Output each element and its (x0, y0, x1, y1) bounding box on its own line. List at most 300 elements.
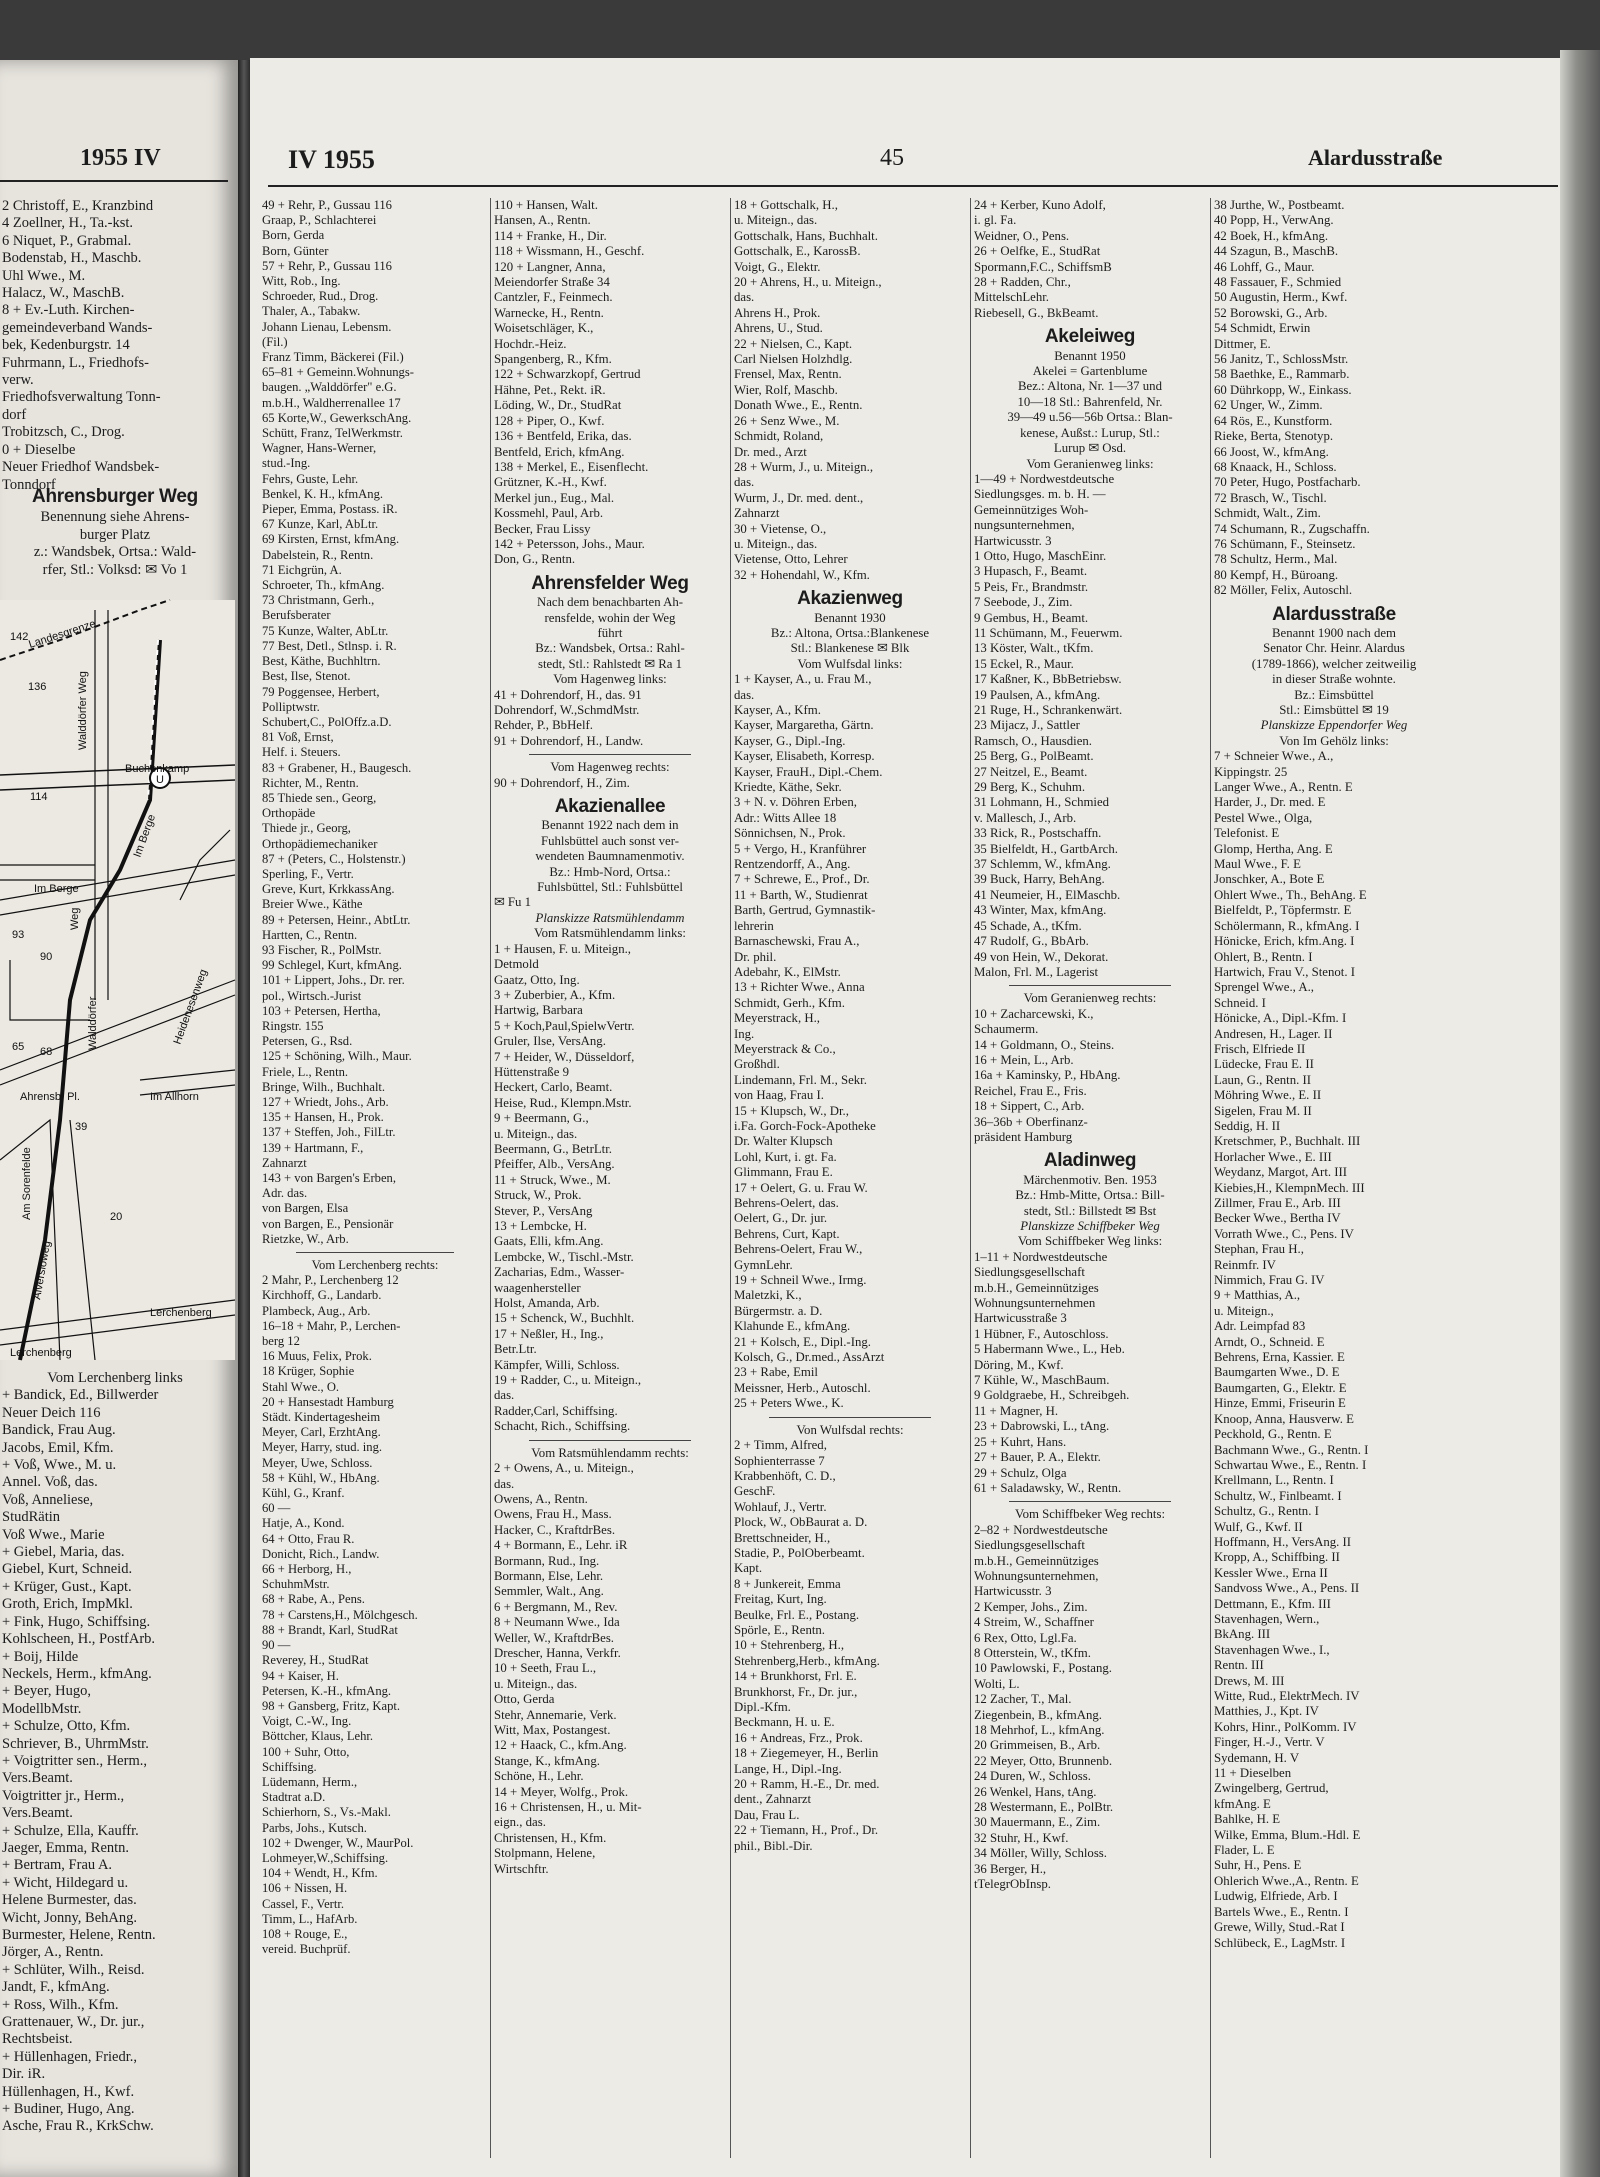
directory-entry: Harder, J., Dr. med. E (1214, 795, 1326, 810)
directory-entry: Kiebies,H., KlempnMech. III (1214, 1180, 1365, 1195)
directory-entry: Burmester, Helene, Rentn. (2, 1927, 156, 1943)
directory-entry: präsident Hamburg (974, 1129, 1073, 1144)
directory-entry: Donicht, Rich., Landw. (262, 1546, 380, 1561)
directory-entry: Reverey, H., StudRat (262, 1653, 369, 1668)
left-header-rule (0, 180, 228, 182)
directory-entry: 31 Lohmann, H., Schmied (974, 795, 1110, 810)
directory-entry: 76 Schümann, F., Steinsetz. (1214, 536, 1356, 551)
directory-entry: Pfeiffer, Alb., VersAng. (494, 1157, 615, 1172)
directory-entry: 52 Borowski, G., Arb. (1214, 305, 1328, 320)
directory-entry: Hochdr.-Heiz. (494, 336, 567, 351)
directory-entry: 17 + Oelert, G. u. Frau W. (734, 1180, 868, 1195)
directory-entry: 1 + Hausen, F. u. Miteign., (494, 941, 631, 956)
directory-entry: Dr. med., Arzt (734, 444, 807, 459)
directory-entry: Stl.: Eimsbüttel ✉ 19 (1279, 703, 1389, 717)
directory-entry: 12 + Haack, C., kfm.Ang. (494, 1738, 627, 1753)
directory-entry: Gottschalk, E., KarossB. (734, 244, 861, 259)
directory-entry: 1–11 + Nordwestdeutsche (974, 1249, 1108, 1264)
directory-entry: Frisch, Elfriede II (1214, 1041, 1306, 1056)
directory-entry: Wohnungsunternehmen, (974, 1568, 1099, 1583)
directory-entry: Stavenhagen, Wern., (1214, 1611, 1320, 1626)
directory-entry: Owens, Frau H., Mass. (494, 1507, 612, 1522)
directory-entry: MittelschLehr. (974, 290, 1049, 305)
directory-entry: Sophienterrasse 7 (734, 1453, 825, 1468)
directory-entry: Kirchhoff, G., Landarb. (262, 1288, 382, 1303)
directory-entry: 16 + Christensen, H., u. Mit- (494, 1800, 642, 1815)
directory-entry: Grützner, K.-H., Kwf. (494, 475, 607, 490)
directory-entry: Hacker, C., KraftdrBes. (494, 1522, 616, 1537)
directory-entry: Orthopädiemechaniker (262, 836, 378, 851)
directory-entry: 21 + Kolsch, E., Dipl.-Ing. (734, 1334, 871, 1349)
directory-entry: das. (494, 1388, 515, 1403)
directory-entry: Bartels Wwe., E., Rentn. I (1214, 1904, 1349, 1919)
directory-entry: 41 Neumeier, H., ElMaschb. (974, 887, 1121, 902)
directory-entry: Best, Ilse, Stenot. (262, 669, 351, 684)
directory-entry: Greve, Kurt, KrkkassAng. (262, 882, 395, 897)
directory-entry: Detmold (494, 957, 539, 972)
directory-entry: Dittmer, E. (1214, 336, 1271, 351)
directory-entry: Drescher, Hanna, Verkfr. (494, 1645, 621, 1660)
directory-entry: Horlacher Wwe., E. III (1214, 1149, 1332, 1164)
directory-entry: Bachmann Wwe., G., Rentn. I (1214, 1442, 1369, 1457)
map-label: Buchenkamp (125, 763, 190, 775)
directory-column-4 (974, 198, 1206, 2163)
directory-entry: bek, Kedenburgstr. 14 (2, 337, 130, 354)
directory-entry: u. Miteign., das. (494, 1676, 578, 1691)
directory-entry: das. (734, 687, 755, 702)
directory-entry: Bahlke, H. E (1214, 1812, 1281, 1827)
directory-entry: 135 + Hansen, H., Prok. (262, 1110, 384, 1125)
directory-entry: Großhdl. (734, 1057, 780, 1072)
directory-entry: 42 Boek, H., kfmAng. (1214, 228, 1329, 243)
directory-entry: 16 + Mein, L., Arb. (974, 1052, 1074, 1067)
directory-entry: Wicht, Jonny, BehAng. (2, 1909, 138, 1926)
directory-entry: 69 Kirsten, Ernst, kfmAng. (262, 532, 400, 547)
directory-entry: Holst, Amanda, Arb. (494, 1296, 600, 1311)
directory-entry: Bz.: Hmb-Mitte, Ortsa.: Bill- (1015, 1188, 1165, 1203)
directory-entry: 8 Otterstein, W., tKfm. (974, 1645, 1091, 1660)
directory-entry: Stadie, P., PolOberbeamt. (734, 1545, 865, 1560)
directory-entry: 8 + Ev.-Luth. Kirchen- (2, 302, 135, 319)
directory-entry: 19 + Radder, C., u. Miteign., (494, 1373, 642, 1388)
directory-entry: Pieper, Emma, Postass. iR. (262, 502, 398, 517)
directory-entry: 9 Goldgraebe, H., Schreibgeh. (974, 1388, 1130, 1403)
directory-entry: Johann Lienau, Lebensm. (262, 319, 392, 334)
directory-entry: 58 Baethke, E., Rammarb. (1214, 367, 1350, 382)
map-label: Lerchenberg (10, 1347, 72, 1359)
directory-entry: 8 + Neumann Wwe., Ida (494, 1615, 620, 1630)
directory-entry: 101 + Lippert, Johs., Dr. rer. (262, 973, 405, 988)
directory-entry: Bormann, Else, Lehr. (494, 1568, 604, 1583)
directory-entry: Thaler, A., Tabakw. (262, 304, 361, 319)
column-rule (490, 198, 491, 2158)
directory-entry: Städt. Kindertagesheim (262, 1410, 381, 1425)
directory-entry: i. gl. Fa. (974, 213, 1017, 228)
directory-entry: Behrens-Oelert, Frau W., (734, 1242, 863, 1257)
directory-entry: 100 + Suhr, Otto, (262, 1744, 350, 1759)
directory-entry: Annel. Voß, das. (2, 1474, 98, 1491)
directory-entry: 22 Meyer, Otto, Brunnenb. (974, 1753, 1113, 1768)
directory-entry: 16–18 + Mahr, P., Lerchen- (262, 1318, 401, 1333)
directory-entry: 85 Thiede sen., Georg, (262, 790, 377, 805)
directory-entry: 40 Popp, H., VerwAng. (1214, 213, 1334, 228)
directory-entry: Baumgarten Wwe., D. E (1214, 1365, 1340, 1380)
directory-entry: Trobitzsch, C., Drog. (2, 424, 125, 441)
directory-entry: Bormann, Rud., Ing. (494, 1553, 600, 1568)
directory-entry: StudRätin (2, 1509, 61, 1526)
map-label: Im Berge (131, 812, 159, 860)
directory-entry: 110 + Hansen, Walt. (494, 198, 598, 212)
directory-entry: lehrerin (734, 918, 774, 933)
directory-entry: Matthies, J., Kpt. IV (1214, 1704, 1319, 1719)
directory-entry: Hüllenhagen, H., Kwf. (2, 2083, 135, 2100)
directory-entry: 5 + Koch,Paul,SpielwVertr. (494, 1018, 635, 1033)
section-divider (769, 1417, 931, 1418)
directory-entry: GymnLehr. (734, 1257, 793, 1272)
directory-entry: Lüdemann, Herm., (262, 1774, 358, 1789)
directory-entry: 15 + Klupsch, W., Dr., (734, 1103, 849, 1118)
directory-entry: Vietense, Otto, Lehrer (734, 552, 848, 567)
directory-entry: Schaumerm. (974, 1022, 1039, 1037)
directory-entry: Ohlerich Wwe.,A., Rentn. E (1214, 1873, 1359, 1888)
directory-entry: Sperling, F., Vertr. (262, 866, 354, 881)
directory-entry: Hartten, C., Rentn. (262, 927, 358, 942)
directory-entry: Behrens, Erna, Kassier. E (1214, 1350, 1345, 1365)
directory-entry: Möhring Wwe., E. II (1214, 1088, 1322, 1103)
directory-entry: Sigelen, Frau M. II (1214, 1103, 1312, 1118)
map-label: 65 (12, 1041, 25, 1053)
directory-entry: Lembcke, W., Tischl.-Mstr. (494, 1249, 634, 1264)
directory-column-1 (262, 198, 488, 2163)
directory-entry: Vom Geranienweg rechts: (1023, 991, 1157, 1006)
directory-entry: gemeindeverband Wands- (2, 319, 153, 336)
directory-entry: Jörger, A., Rentn. (2, 1944, 104, 1961)
directory-entry: Rehder, P., BbHelf. (494, 718, 594, 733)
directory-entry: Born, Günter (262, 243, 329, 258)
left-column-bottom (2, 1370, 228, 2170)
directory-entry: eign., das. (494, 1815, 546, 1830)
directory-entry: Schriever, B., UhrmMstr. (2, 1735, 149, 1752)
directory-entry: Friedhofsverwaltung Tonn- (2, 389, 161, 406)
directory-entry: Stehr, Annemarie, Verk. (494, 1707, 617, 1722)
directory-entry: 11 + Dieselben (1214, 1766, 1292, 1781)
directory-entry: Schmidt, Roland, (734, 429, 824, 444)
directory-entry: u. Miteign., (1214, 1303, 1274, 1318)
directory-entry: Carl Nielsen Holzhdlg. (734, 352, 853, 367)
directory-column-2 (494, 198, 726, 2163)
directory-entry: 81 Voß, Ernst, (262, 730, 334, 745)
directory-entry: Rieke, Berta, Stenotyp. (1214, 429, 1334, 444)
directory-entry: Stahl Wwe., O. (262, 1379, 340, 1394)
directory-entry: Rechtsbeist. (2, 2031, 73, 2048)
directory-entry: 2–82 + Nordwestdeutsche (974, 1522, 1108, 1537)
directory-entry: 44 Szagun, B., MaschB. (1214, 244, 1339, 259)
directory-entry: 10 + Stehrenberg, H., (734, 1638, 845, 1653)
directory-entry: 94 + Kaiser, H. (262, 1668, 339, 1683)
directory-entry: Berufsberater (262, 608, 331, 623)
directory-entry: m.b.H., Gemeinnütziges (974, 1280, 1099, 1295)
directory-entry: Fuhlsbüttel, Stl.: Fuhlsbüttel (537, 880, 683, 895)
directory-entry: SchuhmMstr. (262, 1577, 330, 1592)
directory-entry: 11 Schümann, M., Feuerwm. (974, 625, 1123, 640)
directory-entry: 114 + Franke, H., Dir. (494, 228, 607, 243)
directory-entry: Schölermann, R., kfmAng. I (1214, 918, 1360, 933)
directory-entry: Laun, G., Rentn. II (1214, 1072, 1312, 1087)
directory-entry: 30 + Vietense, O., (734, 521, 827, 536)
directory-entry: Schmidt, Gerh., Kfm. (734, 995, 845, 1010)
directory-entry: Pestel Wwe., Olga, (1214, 810, 1313, 825)
directory-entry: 137 + Steffen, Joh., FilLtr. (262, 1125, 396, 1140)
directory-entry: 7 + Schrewe, E., Prof., Dr. (734, 872, 870, 887)
directory-entry: Gemeinnütziges Woh- (974, 502, 1089, 517)
directory-entry: Adr. das. (262, 1186, 308, 1201)
directory-entry: Lüdecke, Frau E. II (1214, 1057, 1314, 1072)
street-heading: Ahrensburger Weg (32, 486, 198, 507)
directory-entry: 23 Mijacz, J., Sattler (974, 718, 1080, 733)
directory-entry: Hartwig, Barbara (494, 1003, 583, 1018)
directory-entry: + Ross, Wilh., Kfm. (2, 1996, 119, 2013)
directory-entry: Meyer, Uwe, Schloss. (262, 1455, 373, 1470)
directory-entry: Wurm, J., Dr. med. dent., (734, 490, 864, 505)
directory-entry: 90 — (262, 1638, 291, 1653)
directory-entry: Zacharias, Edm., Wasser- (494, 1265, 625, 1280)
directory-entry: 36 Berger, H., (974, 1861, 1047, 1876)
directory-entry: Kayser, Elisabeth, Korresp. (734, 749, 875, 764)
directory-entry: 2 + Owens, A., u. Miteign., (494, 1461, 634, 1476)
directory-entry: Jacobs, Emil, Kfm. (2, 1439, 114, 1456)
directory-entry: u. Miteign., das. (734, 536, 818, 551)
map-label: 136 (28, 681, 47, 693)
directory-entry: kfmAng. E (1214, 1796, 1271, 1811)
directory-entry: 2 Mahr, P., Lerchenberg 12 (262, 1273, 399, 1288)
directory-entry: 13 Köster, Walt., tKfm. (974, 641, 1094, 656)
directory-entry: Benkel, K. H., kfmAng. (262, 486, 384, 501)
directory-entry: Nach dem benachbarten Ah- (536, 595, 684, 610)
directory-entry: Schneid. I (1214, 995, 1266, 1010)
directory-entry: dorf (2, 406, 27, 423)
directory-entry: Kolsch, G., Dr.med., AssArzt (734, 1350, 885, 1365)
directory-entry: Ohlert Wwe., Th., BehAng. E (1214, 887, 1367, 902)
directory-entry: Vom Ratsmühlendamm rechts: (531, 1445, 689, 1460)
directory-entry: Planskizze Eppendorfer Weg (1260, 718, 1408, 733)
directory-entry: 50 Augustin, Herm., Kwf. (1214, 290, 1348, 305)
directory-entry: 36–36b + Oberfinanz- (974, 1114, 1088, 1129)
directory-entry: Adr.: Witts Allee 18 (734, 810, 837, 825)
directory-entry: 91 + Dohrendorf, H., Landw. (494, 733, 644, 748)
directory-entry: Lurup ✉ Osd. (1053, 441, 1127, 456)
directory-entry: 25 Berg, G., PolBeamt. (974, 749, 1094, 764)
directory-entry: Vom Lerchenberg rechts: (311, 1258, 439, 1273)
directory-entry: Lohl, Kurt, i. gt. Fa. (734, 1149, 837, 1164)
directory-entry: 120 + Langner, Anna, (494, 259, 606, 274)
directory-entry: Barnaschewski, Frau A., (734, 934, 860, 949)
directory-entry: Voß Wwe., Marie (2, 1526, 105, 1543)
directory-entry: 118 + Wissmann, H., Geschf. (494, 244, 645, 259)
directory-entry: stud.-Ing. (262, 456, 311, 471)
directory-entry: Wier, Rolf, Maschb. (734, 382, 838, 397)
directory-entry: Struck, W., Prok. (494, 1188, 582, 1203)
directory-entry: + Voß, Wwe., M. u. (2, 1457, 117, 1474)
directory-entry: Vom Schiffbeker Weg rechts: (1014, 1507, 1165, 1522)
directory-entry: Sydemann, H. V (1214, 1750, 1300, 1765)
directory-entry: 73 Christmann, Gerh., (262, 593, 375, 608)
directory-entry: Planskizze Schiffbeker Weg (1020, 1219, 1160, 1233)
map-label: 114 (30, 791, 48, 803)
directory-entry: ✉ Fu 1 (494, 895, 532, 910)
directory-entry: v. Mallesch, J., Arb. (974, 810, 1077, 825)
directory-entry: Asche, Frau R., KrkSchw. (2, 2118, 154, 2135)
directory-entry: Benannt 1930 (814, 610, 886, 625)
directory-entry: das. (734, 475, 755, 490)
directory-entry: Schroeder, Rud., Drog. (262, 289, 379, 304)
running-head-street: Alardusstraße (1308, 145, 1443, 170)
directory-entry: Bz.: Hmb-Nord, Ortsa.: (549, 864, 671, 879)
map-label: Lerchenberg (150, 1307, 212, 1319)
left-column-top (2, 198, 228, 493)
directory-entry: Hartwich, Frau V., Stenot. I (1214, 964, 1355, 979)
directory-entry: Bodenstab, H., Maschb. (2, 250, 142, 267)
directory-entry: Don, G., Rentn. (494, 552, 576, 567)
directory-entry: 3 + Zuberbier, A., Kfm. (494, 987, 616, 1002)
directory-entry: Rentzendorff, A., Ang. (734, 857, 851, 872)
directory-entry: Kohlscheen, H., PostfArb. (2, 1631, 156, 1648)
street-map-inset (0, 600, 235, 1360)
directory-entry: 9 + Matthias, A., (1214, 1288, 1301, 1303)
directory-entry: 66 Joost, W., kfmAng. (1214, 444, 1329, 459)
section-divider (529, 1440, 691, 1441)
directory-entry: 136 + Bentfeld, Erika, das. (494, 429, 632, 444)
directory-entry: 35 Bielfeldt, H., GartbArch. (974, 841, 1118, 856)
directory-entry: 14 + Brunkhorst, Frl. E. (734, 1669, 857, 1684)
street-map-svg (0, 600, 235, 1360)
directory-entry: 45 Schade, A., tKfm. (974, 918, 1082, 933)
directory-entry: 39 Buck, Harry, BehAng. (974, 872, 1105, 887)
directory-entry: Beckmann, H. u. E. (734, 1715, 835, 1730)
directory-entry: Wirtschftr. (494, 1861, 549, 1876)
directory-entry: rensfelde, wohin der Weg (544, 610, 676, 625)
directory-entry: Spangenberg, R., Kfm. (494, 352, 612, 367)
directory-entry: Bz.: Wandsbek, Ortsa.: Rahl- (535, 641, 685, 656)
directory-entry: Petersen, G., Rsd. (262, 1034, 353, 1049)
directory-entry: Neuer Friedhof Wandsbek- (2, 459, 160, 476)
directory-entry: Krabbenhöft, C. D., (734, 1468, 836, 1483)
directory-entry: Dr. phil. (734, 949, 777, 964)
directory-entry: Seddig, H. II (1214, 1118, 1281, 1133)
directory-entry: Helf. i. Steuers. (262, 745, 341, 760)
directory-entry: Stavenhagen Wwe., I., (1214, 1642, 1330, 1657)
directory-entry: 39—49 u.56—56b Ortsa.: Blan- (1007, 410, 1173, 425)
page-edge (1560, 50, 1600, 2177)
directory-entry: 30 Mauermann, E., Zim. (974, 1815, 1101, 1830)
directory-entry: Cassel, F., Vertr. (262, 1896, 345, 1911)
street-note: rfer, Stl.: Volksd: ✉ Vo 1 (42, 561, 188, 578)
directory-entry: Grewe, Willy, Stud.-Rat I (1214, 1920, 1345, 1935)
directory-entry: + Giebel, Maria, das. (2, 1544, 125, 1561)
directory-entry: Wilke, Emma, Blum.-Hdl. E (1214, 1827, 1361, 1842)
directory-entry: Witte, Rud., ElektrMech. IV (1214, 1689, 1360, 1703)
directory-entry: Siedlungsgesellschaft (974, 1265, 1085, 1280)
directory-entry: Adr. Leimpfad 83 (1214, 1319, 1306, 1334)
directory-entry: von Haag, Frau I. (734, 1088, 824, 1103)
directory-entry: 19 + Schneil Wwe., Irmg. (734, 1273, 867, 1288)
directory-entry: Ramsch, O., Hausdien. (974, 733, 1092, 748)
directory-entry: Orthopäde (262, 806, 316, 821)
directory-entry: 138 + Merkel, E., Eisenflecht. (494, 459, 649, 474)
directory-entry: Riebesell, G., BkBeamt. (974, 305, 1099, 320)
directory-entry: Wohnungsunternehmen (974, 1296, 1096, 1311)
left-column-ahrensburger-weg (2, 480, 228, 600)
directory-entry: 28 + Radden, Chr., (974, 275, 1071, 290)
directory-entry: 18 Krüger, Sophie (262, 1364, 355, 1379)
directory-entry: 88 + Brandt, Karl, StudRat (262, 1622, 398, 1637)
directory-entry: Vom Schiffbeker Weg links: (1017, 1234, 1163, 1249)
directory-entry: 41 + Dohrendorf, H., das. 91 (494, 687, 642, 702)
directory-entry: Stehrenberg,Herb., kfmAng. (734, 1653, 880, 1668)
directory-entry: Thiede jr., Georg, (262, 821, 351, 836)
directory-entry: + Hüllenhagen, Friedr., (2, 2048, 138, 2065)
directory-entry: Reichel, Frau E., Fris. (974, 1083, 1087, 1098)
directory-entry: 13 + Richter Wwe., Anna (734, 980, 865, 995)
directory-entry: 9 Gembus, H., Beamt. (974, 610, 1089, 625)
directory-entry: Kämpfer, Willi, Schloss. (494, 1357, 620, 1372)
directory-entry: Ziegenbein, B., kfmAng. (974, 1707, 1102, 1722)
directory-entry: Dipl.-Kfm. (734, 1700, 791, 1714)
street-heading: Akazienweg (797, 588, 903, 610)
directory-entry: 5 Peis, Fr., Brandmstr. (974, 579, 1089, 594)
section-divider (529, 754, 691, 755)
directory-entry: Meyer, Harry, stud. ing. (262, 1440, 383, 1455)
directory-entry: Halacz, W., MaschB. (2, 285, 125, 302)
directory-entry: Otto, Gerda (494, 1692, 555, 1707)
directory-entry: 80 Kempf, H., Büroang. (1214, 567, 1339, 582)
directory-entry: 27 + Bauer, P. A., Elektr. (974, 1450, 1101, 1465)
directory-entry: 18 + Gottschalk, H., (734, 198, 838, 212)
directory-entry: 142 + Petersson, Johs., Maur. (494, 536, 645, 551)
directory-entry: Hartwicusstr. 3 (974, 1584, 1052, 1599)
directory-entry: Märchenmotiv. Ben. 1953 (1023, 1172, 1157, 1187)
directory-entry: Timm, L., HafArb. (262, 1911, 358, 1926)
directory-entry: Benannt 1900 nach dem (1271, 625, 1397, 640)
directory-entry: 1 Otto, Hugo, MaschEinr. (974, 548, 1107, 563)
street-note: burger Platz (79, 526, 151, 543)
map-label: Am Sorenfelde (21, 1147, 33, 1220)
directory-entry: Peckhold, G., Rentn. E (1214, 1427, 1332, 1442)
book-gutter (238, 60, 250, 2177)
directory-entry: Knoop, Anna, Hausverw. E (1214, 1411, 1354, 1426)
directory-entry: + Krüger, Gust., Kapt. (2, 1578, 132, 1595)
directory-entry: Bz.: Eimsbüttel (1294, 687, 1374, 702)
section-divider (1009, 1501, 1171, 1502)
directory-entry: 65 Korte,W., GewerkschAng. (262, 410, 412, 425)
map-label: 90 (40, 951, 53, 963)
directory-entry: 48 Fassauer, F., Schmied (1214, 275, 1342, 290)
directory-entry: 47 Rudolf, G., BbArb. (974, 934, 1089, 949)
directory-entry: Vom Hagenweg links: (553, 672, 667, 687)
directory-entry: Stephan, Frau H., (1214, 1242, 1304, 1257)
directory-entry: Kretschmer, P., Buchhalt. III (1214, 1134, 1361, 1149)
directory-entry: + Fink, Hugo, Schiffsing. (2, 1613, 151, 1630)
directory-entry: Schierhorn, S., Vs.-Makl. (262, 1805, 391, 1820)
directory-entry: Kayser, G., Dipl.-Ing. (734, 733, 846, 748)
directory-entry: 7 Seebode, J., Zim. (974, 595, 1073, 610)
directory-entry: 99 Schlegel, Kurt, kfmAng. (262, 958, 402, 973)
directory-entry: 20 + Ahrens, H., u. Miteign., (734, 275, 882, 290)
directory-entry: Heckert, Carlo, Beamt. (494, 1080, 613, 1095)
directory-entry: Fehrs, Guste, Lehr. (262, 471, 359, 486)
directory-entry: Best, Käthe, Buchhltrn. (262, 654, 381, 669)
directory-entry: Bringe, Wilh., Buchhalt. (262, 1079, 386, 1094)
directory-entry: + Schulze, Ella, Kauffr. (2, 1822, 139, 1839)
